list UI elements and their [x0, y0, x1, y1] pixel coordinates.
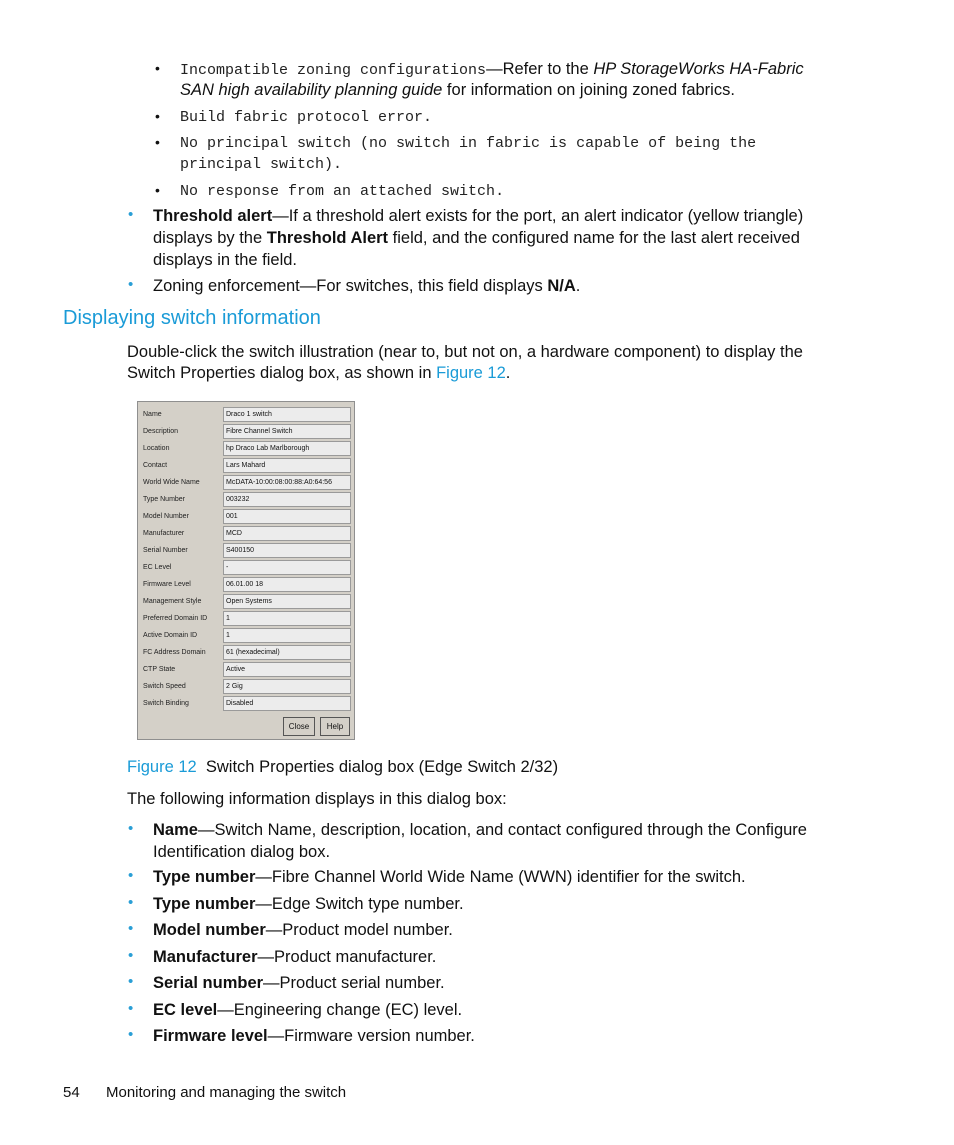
bullet-dot: • — [128, 867, 134, 884]
property-value: 2 Gig — [223, 679, 351, 694]
section-heading: Displaying switch information — [63, 307, 321, 329]
property-row — [141, 526, 351, 541]
switch-properties-dialog — [137, 401, 355, 740]
property-label: EC Level — [143, 564, 172, 571]
property-value: Fibre Channel Switch — [223, 424, 351, 439]
list-item-continued: Identification dialog box. — [153, 843, 331, 861]
figure-caption: Figure 12 Switch Properties dialog box (Edge Switch 2/32) — [127, 758, 559, 776]
bullet-dot: • — [155, 60, 160, 76]
property-value: McDATA-10:00:08:00:88:A0:64:56 — [223, 475, 351, 490]
list-item: No principal switch (no switch in fabric is capable of being the — [180, 135, 757, 152]
bullet-dot: • — [128, 1026, 134, 1043]
bullet-dot: • — [128, 206, 134, 223]
property-row — [141, 441, 351, 456]
bullet-dot: • — [128, 276, 134, 293]
property-value: - — [223, 560, 351, 575]
list-item-continued: SAN high availability planning guide for information on joining zoned fabrics. — [180, 81, 735, 99]
property-label: Switch Speed — [143, 683, 186, 690]
page-number: 54 — [63, 1084, 80, 1101]
body-paragraph: The following information displays in this dialog box: — [127, 790, 507, 808]
property-value: 1 — [223, 611, 351, 626]
property-value: Active — [223, 662, 351, 677]
list-item: Incompatible zoning configurations—Refer to the HP StorageWorks HA-Fabric — [180, 60, 804, 79]
list-item: EC level—Engineering change (EC) level. — [153, 1001, 463, 1019]
property-label: Firmware Level — [143, 581, 191, 588]
property-value: 1 — [223, 628, 351, 643]
bullet-dot: • — [128, 920, 134, 937]
property-label: Preferred Domain ID — [143, 615, 208, 622]
bullet-dot: • — [128, 947, 134, 964]
property-value: Open Systems — [223, 594, 351, 609]
figure-link[interactable]: Figure 12 — [436, 364, 506, 382]
list-item: Firmware level—Firmware version number. — [153, 1027, 475, 1045]
bullet-dot: • — [128, 1000, 134, 1017]
property-value: MCD — [223, 526, 351, 541]
list-item: Model number—Product model number. — [153, 921, 453, 939]
property-row — [141, 577, 351, 592]
property-label: Name — [143, 411, 162, 418]
bullet-dot: • — [128, 894, 134, 911]
property-label: Location — [143, 445, 170, 452]
bullet-dot: • — [155, 108, 160, 124]
list-item-continued: displays in the field. — [153, 251, 297, 269]
property-value: Lars Mahard — [223, 458, 351, 473]
property-row — [141, 679, 351, 694]
property-label: Model Number — [143, 513, 189, 520]
property-row — [141, 509, 351, 524]
bullet-dot: • — [155, 134, 160, 150]
property-label: Serial Number — [143, 547, 188, 554]
list-item: No response from an attached switch. — [180, 183, 505, 200]
property-row — [141, 628, 351, 643]
property-label: Active Domain ID — [143, 632, 198, 639]
list-item: Manufacturer—Product manufacturer. — [153, 948, 437, 966]
property-label: Description — [143, 428, 179, 435]
property-row — [141, 594, 351, 609]
list-item: Build fabric protocol error. — [180, 109, 433, 126]
bullet-dot: • — [128, 820, 134, 837]
property-value: hp Draco Lab Marlborough — [223, 441, 351, 456]
footer-title: Monitoring and managing the switch — [106, 1084, 347, 1101]
list-item: Threshold alert—If a threshold alert exists for the port, an alert indicator (yellow triangle) — [153, 207, 804, 225]
bullet-dot: • — [155, 182, 160, 198]
property-row — [141, 407, 351, 422]
property-row — [141, 611, 351, 626]
property-label: World Wide Name — [143, 479, 200, 486]
property-label: CTP State — [143, 666, 176, 673]
property-value: 001 — [223, 509, 351, 524]
property-value: S400150 — [223, 543, 351, 558]
list-item: Name—Switch Name, description, location, and contact configured through the Configure — [153, 821, 807, 839]
property-value: 003232 — [223, 492, 351, 507]
property-label: Contact — [143, 462, 168, 469]
property-value: 06.01.00 18 — [223, 577, 351, 592]
list-item: Zoning enforcement—For switches, this field displays N/A. — [153, 277, 581, 295]
list-item: Serial number—Product serial number. — [153, 974, 445, 992]
list-item: Type number—Edge Switch type number. — [153, 895, 464, 913]
figure-label: Figure 12 — [127, 758, 197, 776]
property-label: Manufacturer — [143, 530, 185, 537]
property-label: Management Style — [143, 598, 202, 605]
property-row — [141, 696, 351, 711]
intro-paragraph: Double-click the switch illustration (near to, but not on, a hardware component) to display the — [127, 343, 803, 361]
bullet-dot: • — [128, 973, 134, 990]
property-row — [141, 645, 351, 660]
property-row — [141, 475, 351, 490]
property-row — [141, 662, 351, 677]
property-row — [141, 543, 351, 558]
list-item-continued: principal switch). — [180, 156, 343, 173]
property-value: Draco 1 switch — [223, 407, 351, 422]
list-item-continued: displays by the Threshold Alert field, and the configured name for the last alert received — [153, 229, 800, 247]
list-item: Type number—Fibre Channel World Wide Name (WWN) identifier for the switch. — [153, 868, 746, 886]
property-value: Disabled — [223, 696, 351, 711]
property-label: FC Address Domain — [143, 649, 206, 656]
property-row — [141, 458, 351, 473]
property-label: Type Number — [143, 496, 186, 503]
property-row — [141, 560, 351, 575]
property-row — [141, 424, 351, 439]
property-value: 61 (hexadecimal) — [223, 645, 351, 660]
close-button[interactable]: Close — [283, 717, 315, 736]
intro-paragraph-continued: Switch Properties dialog box, as shown in Figure 12. — [127, 364, 511, 382]
property-label: Switch Binding — [143, 700, 189, 707]
help-button[interactable]: Help — [320, 717, 350, 736]
property-row — [141, 492, 351, 507]
